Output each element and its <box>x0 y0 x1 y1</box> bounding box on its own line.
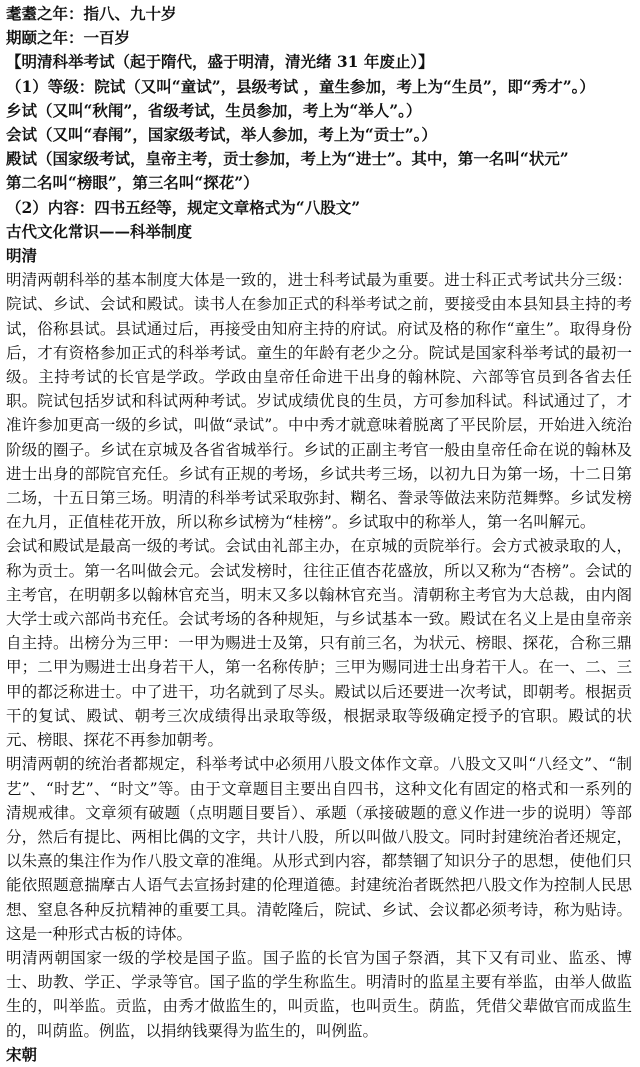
header-line-1: 耄耋之年：指八、九十岁 <box>6 4 177 23</box>
paragraph-imperial-academy: 明清两朝国家一级的学校是国子监。国子监的长官为国子祭酒，其下又有司业、监丞、博士、助教、学正、学录等官。国子监的学生称监生。明清时的监星主要有举监，由举人做监生的，叫举监。贡监，由秀才做监生的，叫贡监，也叫贡生。荫监，凭借父辈做官而成监生的，叫荫监。例监，以捐纳钱粟得为监生的，叫例监。 <box>6 948 632 1040</box>
provincial-exam-line: 乡试（又叫“秋闱”，省级考试，生员参加，考上为“举人”。） <box>6 100 422 120</box>
header-line-2: 期颐之年：一百岁 <box>6 28 131 48</box>
paragraph-eight-legged-essay: 明清两朝的统治者都规定，科举考试中必须用八股文体作文章。八股文又叫“八经文”、“制艺”、“时艺”、“时文”等。由于文章题目主要出自四书，这种文化有固定的格式和一系列的清规戒律。文章须有破题（点明题目要旨）、承题（承接破题的意义作进一步的说明）等部分，然后有提比、两相比偶的文字，共计八股，所以叫做八股文。同时封建统治者还规定，以朱熹的集注作为作八股文章的准绳。从形式到内容，都禁锢了知识分子的思想，使他们只能依照题意揣摩古人语气去宣扬封建的伦理道德。封建统治者既然把八股文作为控制人民思想、窒息各种反抗精神的重要工具。清乾隆后，院试、乡试、会议都必须考诗，称为贴诗。这是一种形式古板的诗体。 <box>6 755 632 943</box>
ming-qing-heading: 明清 <box>6 246 38 266</box>
palace-exam-ranks-line: 第二名叫“榜眼”，第三名叫“探花”） <box>6 173 259 193</box>
palace-exam-line: 殿试（国家级考试，皇帝主考，贡士参加，考上为“进士”。其中，第一名叫“状元” <box>6 149 569 169</box>
section-heading: 【明清科举考试（起于隋代，盛于明清，清光绪 31 年废止）】 <box>6 52 434 72</box>
metropolitan-exam-line: 会试（又叫“春闱”，国家级考试，举人参加，考上为“贡士”。） <box>6 125 437 145</box>
paragraph-metropolitan-palace: 会试和殿试是最高一级的考试。会试由礼部主办，在京城的贡院举行。会方式被录取的人，称为贡士。第一名叫做会元。会试发榜时，往往正值杏花盛放，所以又称为“杏榜”。会试的主考官，在明朝多以翰林官充当，明末又多以翰林官充当。清朝称主考官为大总裁，由内阁大学士或六部尚书充任。会试考场的各种规矩，与乡试基本一致。殿试在名义上是由皇帝亲自主持。出榜分为三甲：一甲为赐进士及第，只有前三名，为状元、榜眼、探花，合称三鼎甲；二甲为赐进士出身若干人，第一名称传胪；三甲为赐同进士出身若干人。在一、二、三甲的都泛称进士。中了进干，功名就到了尽头。殿试以后还要进一次考试，即朝考。根据贡干的复试、殿试、朝考三次成绩得出录取等级，根据录取等级确定授予的官职。殿试的状元、榜眼、探花不再参加朝考。 <box>6 537 632 750</box>
song-dynasty-heading: 宋朝 <box>6 1044 38 1064</box>
paragraph-exam-system: 明清两朝科举的基本制度大体是一致的，进士科考试最为重要。进士科正式考试共分三级：院试、乡试、会试和殿试。读书人在参加正式的科举考试之前，要接受由本县知县主持的考试，俗称县试。县试通过后，再接受由知府主持的府试。府试及格的称作“童生”。取得身份后，才有资格参加正式的科举考试。童生的年龄有老少之分。院试是国家科举考试的最初一级。主持考试的长官是学政。学政由皇帝任命进干出身的翰林院、六部等官员到各省去任职。院试包括岁试和科试两种考试。岁试成绩优良的生员，方可参加科试。科试通过了，才准许参加更高一级的乡试，叫做“录试”。中中秀才就意味着脱离了平民阶层，开始进入统治阶级的圈子。乡试在京城及各省省城举行。乡试的正副主考官一般由皇帝任命在说的翰林及进士出身的部院官充任。乡试有正规的考场，乡试共考三场，以初九日为第一场，十二日第二场，十五日第三场。明清的科举考试采取弥封、糊名、誊录等做法来防范舞弊。乡试发榜在九月，正值桂花开放，所以称乡试榜为“桂榜”。乡试取中的称举人，第一名叫解元。 <box>6 271 632 532</box>
exam-content-line: （2）内容：四书五经等，规定文章格式为“八股文” <box>6 197 361 217</box>
article-title: 古代文化常识——科举制度 <box>6 221 193 241</box>
exam-level-line: （1）等级：院试（又叫“童试”，县级考试 ，童生参加，考上为“生员”，即“秀才”。） <box>6 76 595 96</box>
